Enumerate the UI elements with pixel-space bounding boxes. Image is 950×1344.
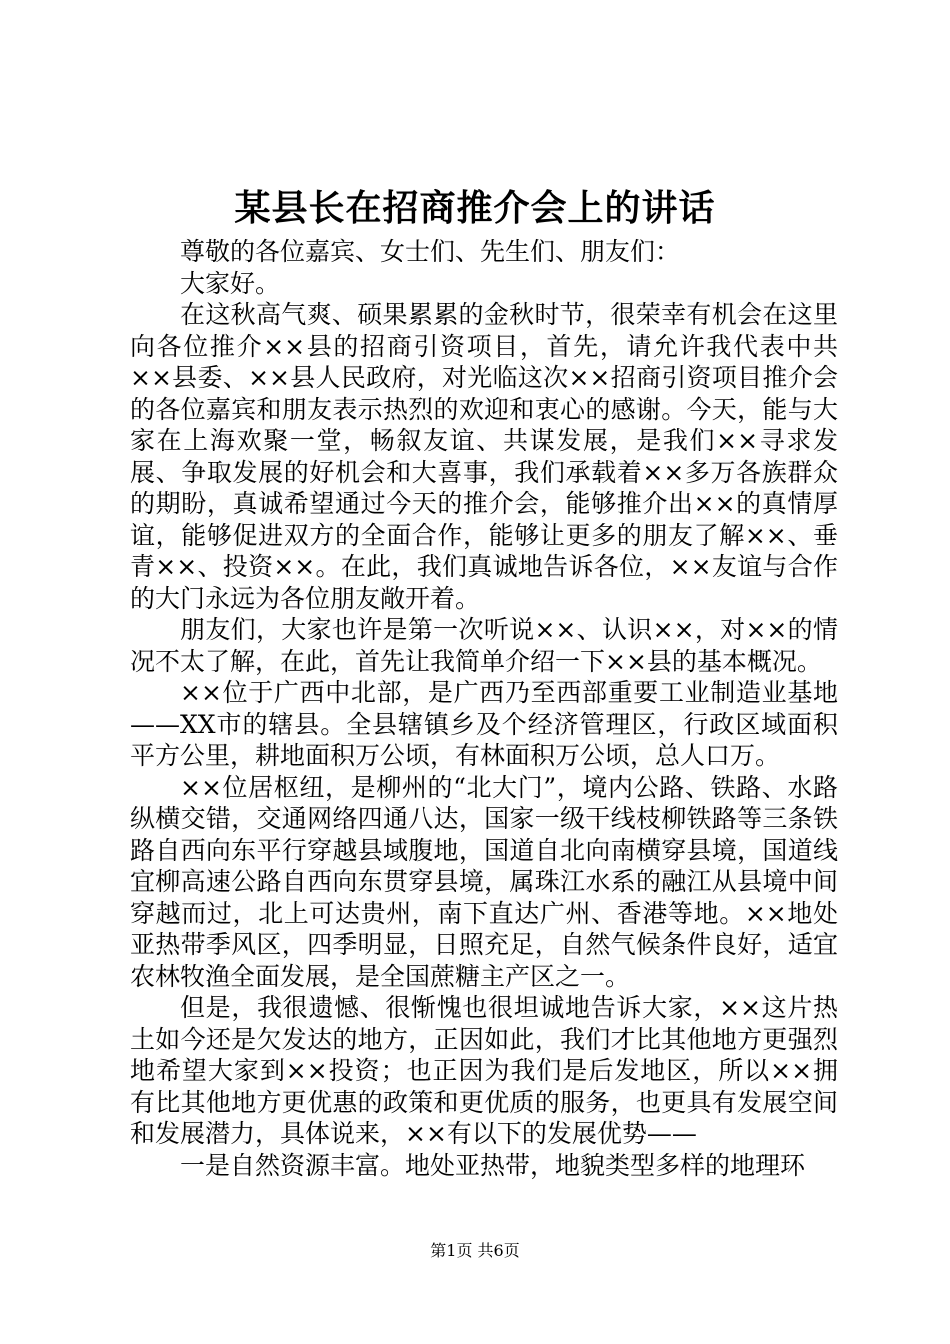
document-title: 某县长在招商推介会上的讲话 [234,187,716,229]
salutation-paragraph: 尊敬的各位嘉宾、女士们、先生们、朋友们： [180,237,681,266]
greeting-paragraph: 大家好。 [180,268,281,298]
page-number-footer: 第1页 共6页 [430,1241,520,1260]
document-body [130,236,838,1181]
body-paragraph: 在这秋高气爽、硕果累累的金秋时节，很荣幸有机会在这里向各位推介××县的招商引资项目，首先，请允许我代表中共××县委、××县人民政府，对光临这次××招商引资项目推介会的各位嘉宾和朋友表示热烈的欢迎和衷心的感谢。今天，能与大家在上海欢聚一堂，畅叙友谊、共谋发展，是我们××寻求发展、争取发展的好机会和大喜事，我们承载着××多万各族群众的期盼，真诚希望通过今天的推介会，能够推介出××的真情厚谊，能够促进双方的全面合作，能够让更多的朋友了解××、垂青××、投资××。在此，我们真诚地告诉各位，××友谊与合作的大门永远为各位朋友敞开着。 [130,300,838,613]
body-paragraph: 朋友们，大家也许是第一次听说××、认识××，对××的情况不太了解，在此，首先让我简单介绍一下××县的基本概况。 [130,615,838,676]
body-paragraph: ××位于广西中北部，是广西乃至西部重要工业制造业基地——XX市的辖县。全县辖镇乡及个经济管理区，行政区域面积平方公里，耕地面积万公顷，有林面积万公顷，总人口万。 [130,678,838,770]
body-paragraph: 但是，我很遗憾、很惭愧也很坦诚地告诉大家，××这片热土如今还是欠发达的地方，正因如此，我们才比其他地方更强烈地希望大家到××投资；也正因为我们是后发地区，所以××拥有比其他地方更优惠的政策和更优质的服务，也更具有发展空间和发展潜力，具体说来，××有以下的发展优势—— [130,993,838,1148]
body-paragraph: ××位居枢纽，是柳州的“北大门”，境内公路、铁路、水路纵横交错，交通网络四通八达，国家一级干线枝柳铁路等三条铁路自西向东平行穿越县域腹地，国道自北向南横穿县境，国道线宜柳高速公路自西向东贯穿县境，属珠江水系的融江从县境中间穿越而过，北上可达贵州，南下直达广州、香港等地。××地处亚热带季风区，四季明显，日照充足，自然气候条件良好，适宜农林牧渔全面发展，是全国蔗糖主产区之一。 [130,772,838,991]
body-paragraph: 一是自然资源丰富。地处亚热带，地貌类型多样的地理环 [180,1150,806,1180]
